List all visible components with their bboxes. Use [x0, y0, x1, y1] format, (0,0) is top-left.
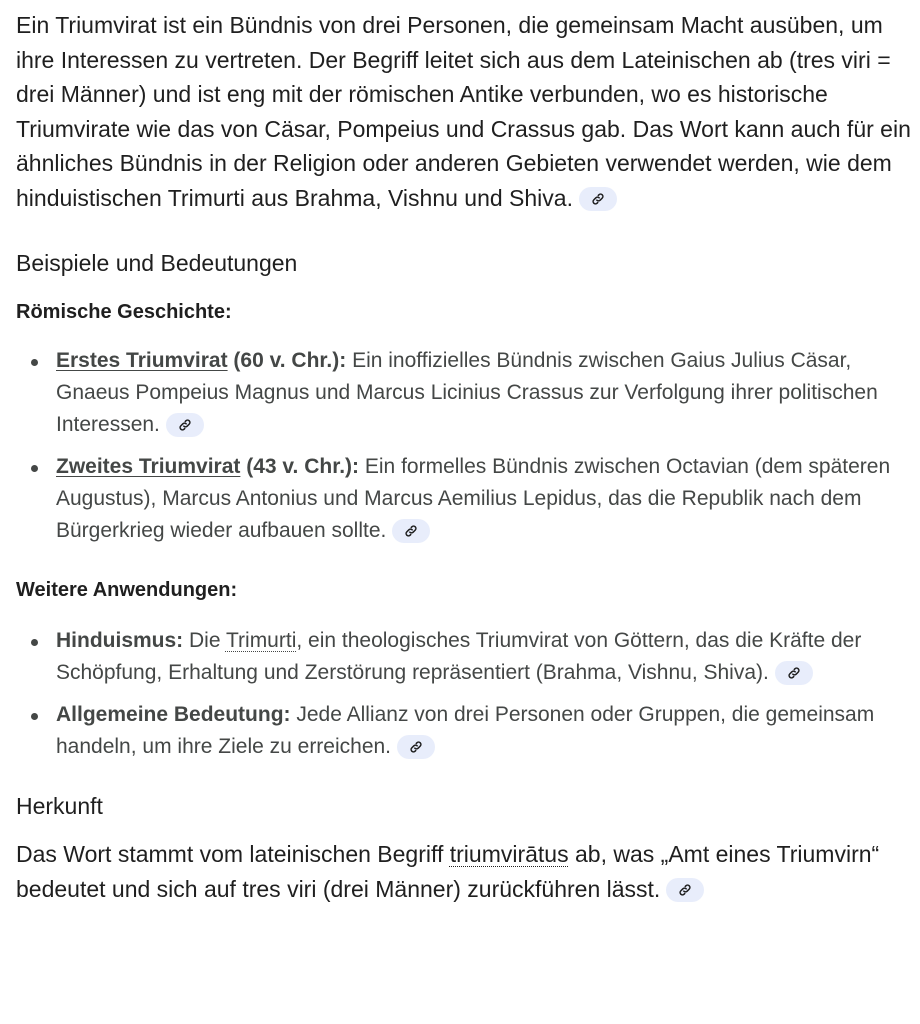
list-item-term: [56, 455, 359, 478]
term-link-first-triumvirate[interactable]: Erstes Triumvirat: [56, 349, 228, 372]
subheading-roman-history: Römische Geschichte:: [16, 301, 232, 323]
source-link-chip[interactable]: [166, 413, 204, 437]
intro-paragraph: [16, 8, 916, 215]
list-item-term: Hinduismus:: [56, 629, 184, 652]
section-title-origin: Herkunft: [16, 793, 103, 819]
other-applications-list: [16, 625, 920, 763]
source-link-chip[interactable]: [397, 735, 435, 759]
list-item-text: Jede Allianz von drei Personen oder Gruppen, die gemeinsam handeln, um ihre Ziele zu erreichen.: [56, 703, 875, 758]
source-link-chip[interactable]: [392, 519, 430, 543]
link-icon: [678, 883, 692, 897]
list-item-term: Allgemeine Bedeutung:: [56, 703, 291, 726]
origin-paragraph: [16, 837, 896, 906]
source-link-chip[interactable]: [775, 661, 813, 685]
link-icon: [178, 418, 192, 432]
link-icon: [787, 666, 801, 680]
roman-history-list: [16, 345, 920, 547]
list-item: [16, 451, 920, 547]
term-date: (60 v. Chr.):: [227, 349, 347, 372]
source-link-chip[interactable]: [666, 878, 704, 902]
list-item-term: [56, 349, 346, 372]
subheading-other-applications: Weitere Anwendungen:: [16, 579, 238, 601]
term-link-trimurti[interactable]: Trimurti: [225, 629, 297, 652]
origin-text-after: ab, was „Amt eines Triumvirn“ bedeutet und sich auf tres viri (drei Männer) zurückführen lässt.: [16, 841, 880, 902]
link-icon: [404, 524, 418, 538]
list-item-text: Ein inoffizielles Bündnis zwischen Gaius Julius Cäsar, Gnaeus Pompeius Magnus und Marcus Licinius Crassus zur Verfolgung ihrer politischen Interessen.: [56, 349, 878, 436]
list-item: [16, 345, 920, 441]
term-link-second-triumvirate[interactable]: Zweites Triumvirat: [56, 455, 241, 478]
link-icon: [409, 740, 423, 754]
term-date: (43 v. Chr.):: [240, 455, 360, 478]
list-item-text-before: Die: [183, 629, 226, 652]
section-title-examples: Beispiele und Bedeutungen: [16, 250, 298, 276]
list-item: [16, 625, 920, 689]
origin-text-before: Das Wort stammt vom lateinischen Begriff: [16, 841, 450, 867]
intro-text: Ein Triumvirat ist ein Bündnis von drei Personen, die gemeinsam Macht ausüben, um ihre Interessen zu vertreten. Der Begriff leitet sich aus dem Lateinischen ab (tres viri = drei Männer) und ist eng mit der römischen Antike verbunden, wo es historische Triumvirate wie das von Cäsar, Pompeius und Crassus gab. Das Wort kann auch für ein ähnliches Bündnis in der Religion oder anderen Gebieten verwendet werden, wie dem hinduistischen Trimurti aus Brahma, Vishnu und Shiva.: [16, 12, 911, 211]
term-link-triumviratus[interactable]: triumvirātus: [449, 841, 569, 867]
source-link-chip[interactable]: [579, 187, 617, 211]
answer-content: [16, 0, 920, 906]
list-item-text: Ein formelles Bündnis zwischen Octavian (dem späteren Augustus), Marcus Antonius und Marcus Aemilius Lepidus, das die Republik nach dem Bürgerkrieg wieder aufbauen sollte.: [56, 455, 891, 542]
link-icon: [591, 192, 605, 206]
list-item-text-after: , ein theologisches Triumvirat von Göttern, das die Kräfte der Schöpfung, Erhaltung und Zerstörung repräsentiert (Brahma, Vishnu, Shiva).: [56, 629, 862, 684]
list-item: [16, 699, 920, 763]
